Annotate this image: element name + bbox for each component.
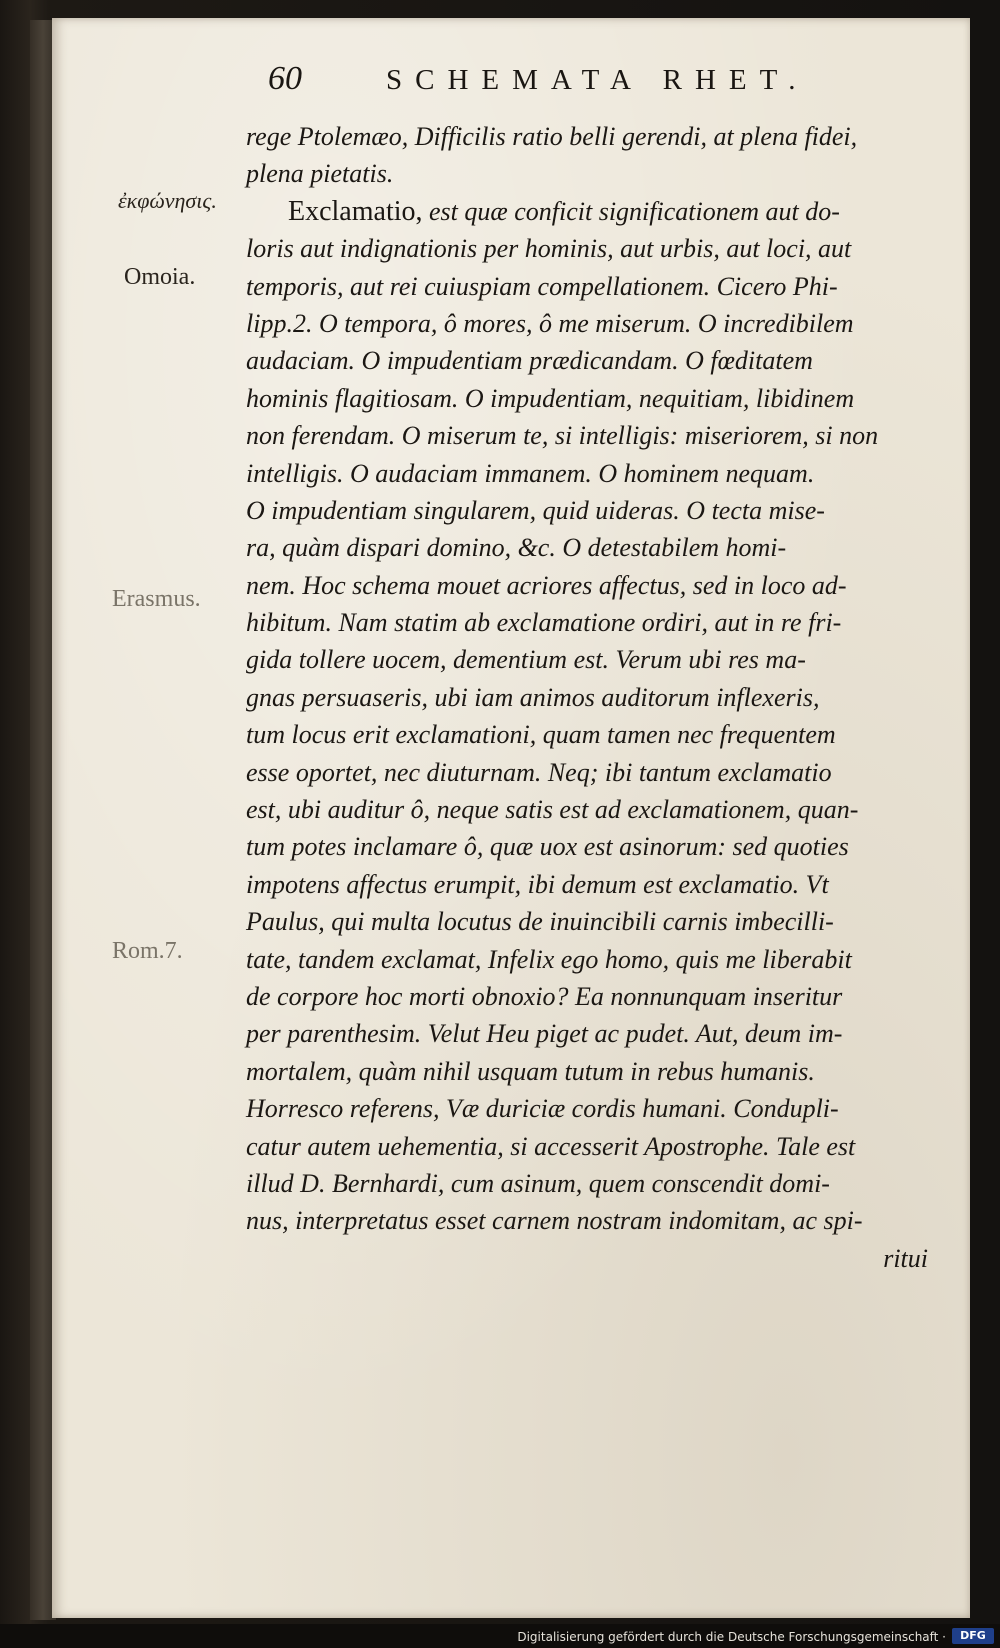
text-line: loris aut indignationis per hominis, aut urbis, aut loci, aut	[246, 234, 852, 264]
page-header	[268, 60, 908, 104]
running-head: SCHEMATA RHET.	[386, 64, 809, 96]
body-text	[246, 118, 938, 1277]
catchword: ritui	[883, 1243, 928, 1273]
text-line: tum locus erit exclamationi, quam tamen nec frequentem	[246, 720, 836, 750]
text-line-rest: est quæ conficit significationem aut do-	[422, 196, 840, 226]
text-line: O impudentiam singularem, quid uideras. O tecta mise-	[246, 495, 825, 525]
margin-note-erasmus: Erasmus.	[112, 586, 201, 612]
funding-credit: Digitalisierung gefördert durch die Deutsche Forschungsgemeinschaft ·	[517, 1630, 946, 1644]
page-number: 60	[268, 60, 302, 97]
footer-bar	[0, 1624, 1000, 1648]
text-line: nus, interpretatus esset carnem nostram indomitam, ac spi-	[246, 1206, 863, 1236]
text-line: de corpore hoc morti obnoxio? Ea nonnunquam inseritur	[246, 981, 843, 1011]
text-line: catur autem uehementia, si accesserit Apostrophe. Tale est	[246, 1131, 856, 1161]
text-line: per parenthesim. Velut Heu piget ac pudet. Aut, deum im-	[246, 1019, 843, 1049]
text-line: audaciam. O impudentiam prædicandam. O fœditatem	[246, 346, 813, 376]
text-line-exclamatio	[246, 193, 938, 230]
text-line: lipp.2. O tempora, ô mores, ô me miserum. O incredibilem	[246, 308, 854, 338]
text-line: esse oportet, nec diuturnam. Neq; ibi tantum exclamatio	[246, 757, 832, 787]
text-line: Horresco referens, Væ duriciæ cordis humani. Condupli-	[246, 1094, 839, 1124]
margin-note-greek: ἐκφώνησις.	[118, 188, 217, 213]
text-line: gnas persuaseris, ubi iam animos auditorum inflexeris,	[246, 682, 820, 712]
text-line: temporis, aut rei cuiuspiam compellationem. Cicero Phi-	[246, 271, 838, 301]
text-line: Paulus, qui multa locutus de inuincibili carnis imbecilli-	[246, 907, 834, 937]
text-line: tate, tandem exclamat, Infelix ego homo, quis me liberabit	[246, 944, 852, 974]
text-line: hominis flagitiosam. O impudentiam, nequitiam, libidinem	[246, 383, 855, 413]
text-line: ra, quàm dispari domino, &c. O detestabilem homi-	[246, 533, 787, 563]
margin-note-romans: Rom.7.	[112, 938, 183, 964]
text-line: mortalem, quàm nihil usquam tutum in rebus humanis.	[246, 1056, 815, 1086]
text-line: rege Ptolemæo, Difficilis ratio belli gerendi, at plena fidei,	[246, 122, 858, 151]
text-line: hibitum. Nam statim ab exclamatione ordiri, aut in re fri-	[246, 608, 842, 638]
text-line: illud D. Bernhardi, cum asinum, quem conscendit domi-	[246, 1168, 830, 1198]
lead-word: Exclamatio,	[288, 195, 423, 227]
text-line: intelligis. O audaciam immanem. O hominem nequam.	[246, 458, 815, 488]
text-line: plena pietatis.	[246, 159, 394, 189]
text-line: gida tollere uocem, dementium est. Verum ubi res ma-	[246, 645, 806, 675]
text-line: tum potes inclamare ô, quæ uox est asinorum: sed quoties	[246, 832, 849, 862]
text-line: est, ubi auditur ô, neque satis est ad exclamationem, quan-	[246, 795, 859, 825]
text-line: nem. Hoc schema mouet acriores affectus, sed in loco ad-	[246, 570, 847, 600]
dfg-logo: DFG	[952, 1628, 994, 1644]
text-line: impotens affectus erumpit, ibi demum est exclamatio. Vt	[246, 869, 829, 899]
margin-note-omoia: Omoia.	[124, 264, 196, 290]
text-line: non ferendam. O miserum te, si intelligis: miseriorem, si non	[246, 421, 879, 451]
